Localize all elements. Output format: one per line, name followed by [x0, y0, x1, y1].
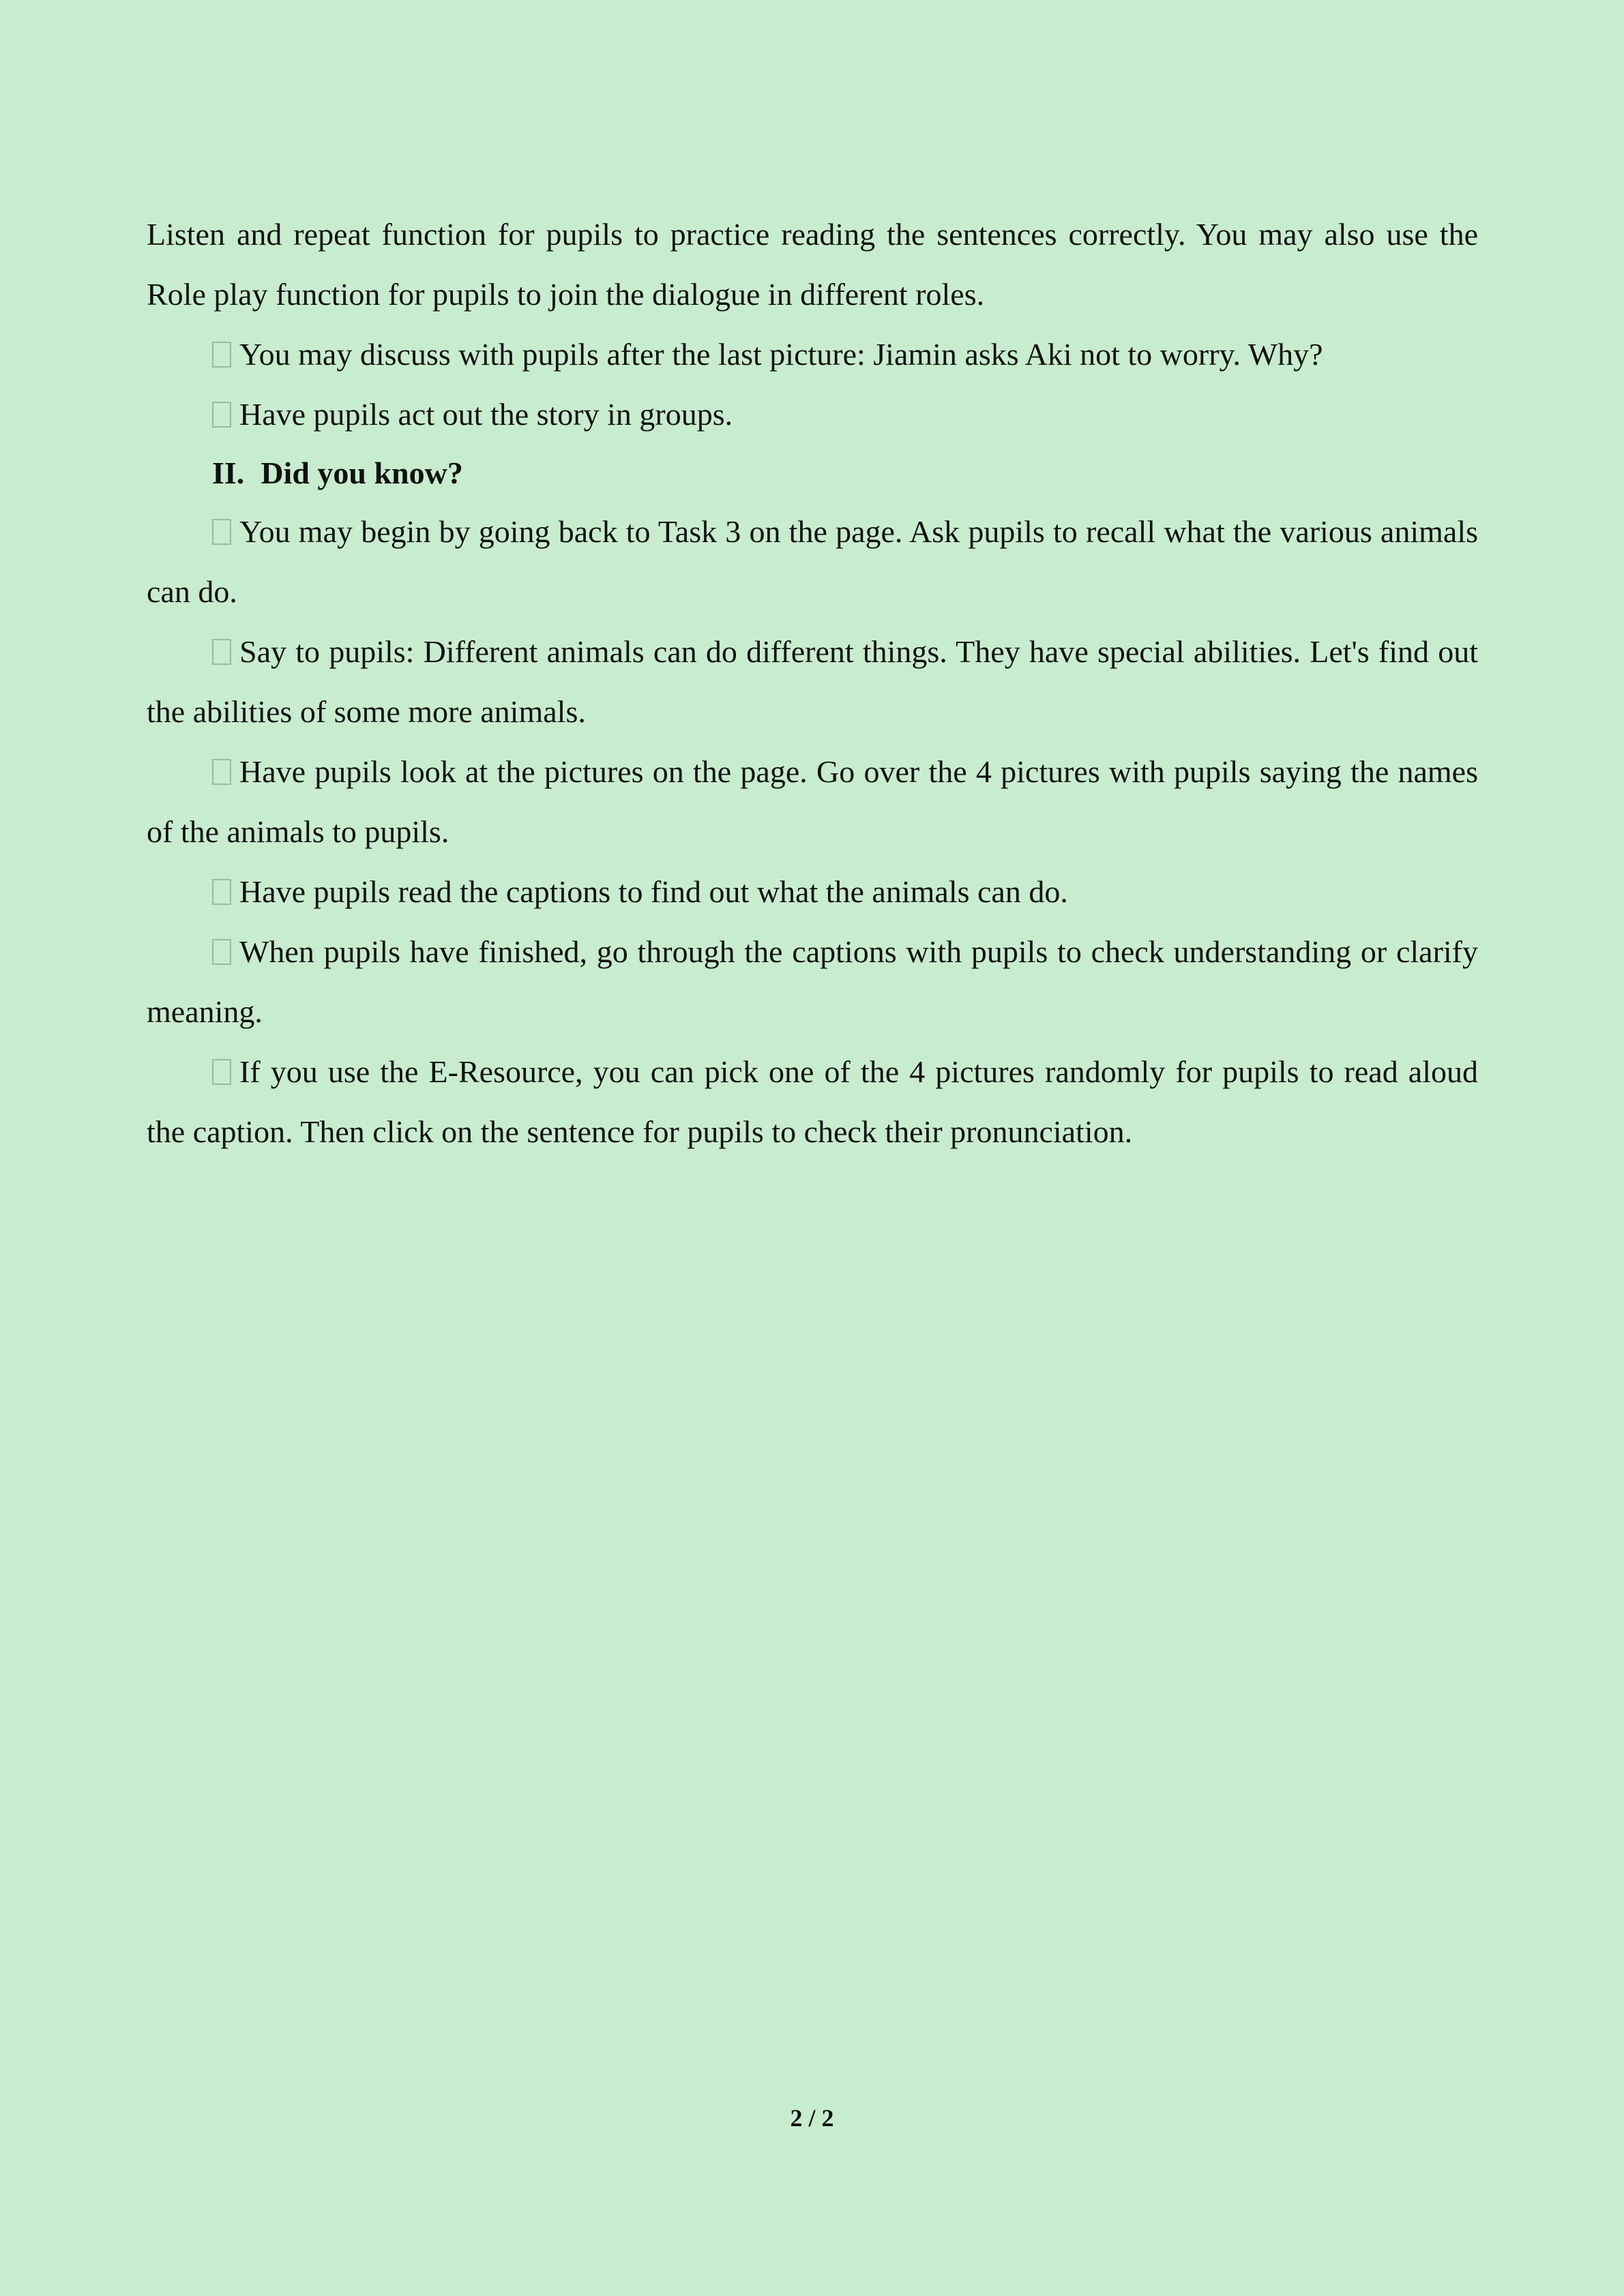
- missing-glyph-box-icon: [212, 939, 231, 965]
- section-title: Did you know?: [261, 456, 463, 490]
- section-item-3: [147, 742, 1478, 862]
- missing-glyph-box-icon: [212, 519, 231, 545]
- missing-glyph-box-icon: [212, 1059, 231, 1085]
- missing-glyph-box-icon: [212, 759, 231, 785]
- missing-glyph-box-icon: [212, 402, 231, 428]
- paragraph-text: Have pupils act out the story in groups.: [239, 397, 733, 432]
- missing-glyph-box-icon: [212, 342, 231, 368]
- page-number: 2 / 2: [790, 2104, 834, 2132]
- section-item-text: If you use the E-Resource, you can pick one of the 4 pictures randomly for pupils to read aloud the caption. Then click on the sentence for pupils to check their pronunciation.: [147, 1054, 1478, 1149]
- section-item-text: You may begin by going back to Task 3 on the page. Ask pupils to recall what the various animals can do.: [147, 514, 1478, 609]
- paragraph-text: You may discuss with pupils after the last picture: Jiamin asks Aki not to worry. Why?: [239, 337, 1323, 372]
- section-item-text: Have pupils read the captions to find out what the animals can do.: [239, 874, 1068, 909]
- document-body: [147, 205, 1478, 1162]
- section-item-text: Say to pupils: Different animals can do different things. They have special abilities. Let's find out the abilities of some more animals.: [147, 634, 1478, 729]
- section-item-1: [147, 502, 1478, 622]
- missing-glyph-box-icon: [212, 879, 231, 905]
- section-item-5: [147, 922, 1478, 1042]
- section-item-text: When pupils have finished, go through the captions with pupils to check understanding or clarify meaning.: [147, 934, 1478, 1029]
- paragraph-discuss: [147, 325, 1478, 385]
- section-number: II.: [212, 456, 245, 490]
- section-heading: [147, 445, 1478, 502]
- section-item-4: [147, 862, 1478, 922]
- missing-glyph-box-icon: [212, 639, 231, 665]
- paragraph-continued: Listen and repeat function for pupils to practice reading the sentences correctly. You may also use the Role play function for pupils to join the dialogue in different roles.: [147, 217, 1478, 312]
- paragraph-act-out: [147, 385, 1478, 445]
- section-item-text: Have pupils look at the pictures on the page. Go over the 4 pictures with pupils saying the names of the animals to pupils.: [147, 754, 1478, 849]
- section-item-2: [147, 622, 1478, 742]
- section-item-6: [147, 1042, 1478, 1162]
